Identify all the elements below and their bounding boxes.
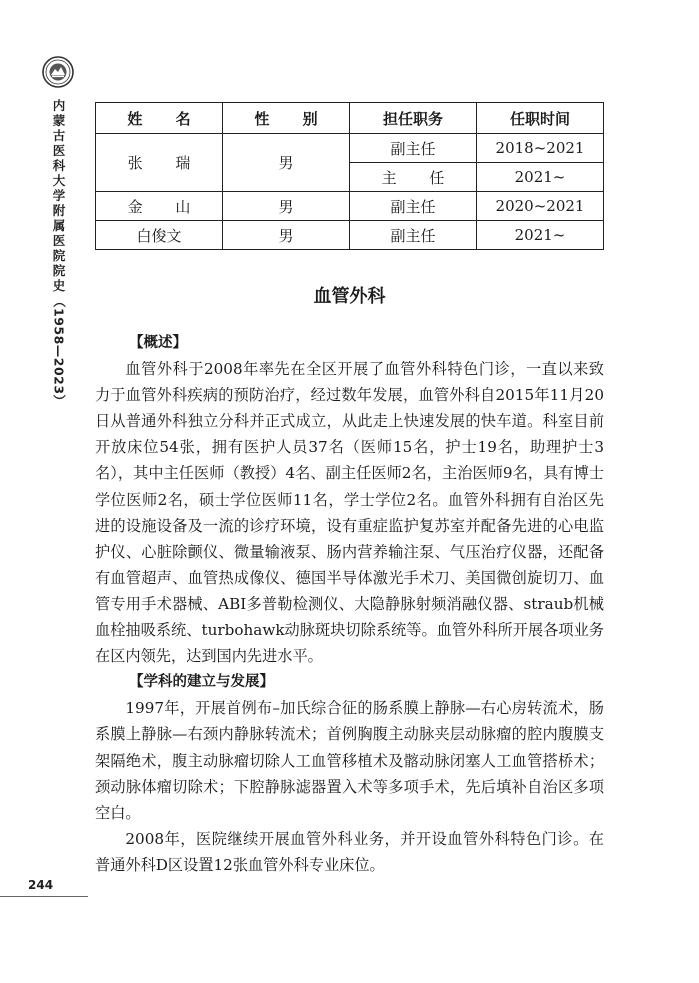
staff-table — [95, 102, 604, 250]
page-number-rule — [0, 896, 88, 897]
table-row — [96, 192, 604, 221]
table-header-row — [96, 103, 604, 134]
cell-position: 副主任 — [350, 221, 477, 250]
book-spine-title — [48, 98, 70, 408]
table-row — [96, 134, 604, 163]
cell-name: 白俊文 — [96, 221, 223, 250]
header-gender: 性 别 — [223, 103, 350, 134]
cell-period: 2021~ — [477, 221, 604, 250]
page-sidebar — [0, 0, 88, 983]
cell-period: 2018~2021 — [477, 134, 604, 163]
cell-position: 主 任 — [350, 163, 477, 192]
cell-gender: 男 — [223, 221, 350, 250]
spine-text: 内蒙古医科大学附属医院院史 — [52, 98, 66, 293]
cell-position: 副主任 — [350, 134, 477, 163]
development-paragraph-2: 2008年，医院继续开展血管外科业务，并开设血管外科特色门诊。在普通外科D区设置12张血管外科专业床位。 — [95, 829, 604, 874]
cell-gender: 男 — [223, 192, 350, 221]
development-paragraph-1: 1997年，开展首例布–加氏综合征的肠系膜上静脉—右心房转流术，肠系膜上静脉—右颈内静脉转流术；首例胸腹主动脉夹层动脉瘤的腔内腹膜支架隔绝术，腹主动脉瘤切除人工血管移植术及髂动脉闭塞人工血管搭桥术；颈动脉体瘤切除术；下腔静脉滤器置入术等多项手术，先后填补自治区多项空白。 — [95, 699, 604, 822]
hospital-logo-icon — [42, 56, 74, 88]
cell-gender: 男 — [223, 134, 350, 192]
section-content — [95, 330, 604, 878]
cell-period: 2020~2021 — [477, 192, 604, 221]
cell-position: 副主任 — [350, 192, 477, 221]
cell-name: 张 瑞 — [96, 134, 223, 192]
spine-years: （1958—2023） — [51, 295, 67, 408]
cell-name: 金 山 — [96, 192, 223, 221]
page-number: 244 — [28, 878, 54, 892]
header-position: 担任职务 — [350, 103, 477, 134]
header-period: 任职时间 — [477, 103, 604, 134]
overview-heading: 【概述】 — [129, 335, 187, 351]
development-heading: 【学科的建立与发展】 — [129, 674, 274, 691]
table-row — [96, 221, 604, 250]
section-title: 血管外科 — [313, 286, 386, 307]
header-name: 姓 名 — [96, 103, 223, 134]
overview-paragraph: 血管外科于2008年率先在全区开展了血管外科特色门诊，一直以来致力于血管外科疾病的预防治疗，经过数年发展，血管外科自2015年11月20日从普通外科独立分科并正式成立，从此走上快速发展的快车道。科室目前开放床位54张，拥有医护人员37名（医师15名，护士19名，助理护士3名），其中主任医师（教授）4名、副主任医师2名，主治医师9名，具有博士学位医师2名，硕士学位医师11名，学士学位2名。血管外科拥有自治区先进的设施设备及一流的诊疗环境，设有重症监护复苏室并配备先进的心电监护仪、心脏除颤仪、微量输液泵、肠内营养输注泵、气压治疗仪器，还配备有血管超声、血管热成像仪、德国半导体激光手术刀、美国微创旋切刀、血管专用手术器械、ABI多普勒检测仪、大隐静脉射频消融仪器、straub机械血栓抽吸系统、turbohawk动脉斑块切除系统等。血管外科所开展各项业务在区内领先，达到国内先进水平。 — [95, 360, 604, 666]
cell-period: 2021~ — [477, 163, 604, 192]
